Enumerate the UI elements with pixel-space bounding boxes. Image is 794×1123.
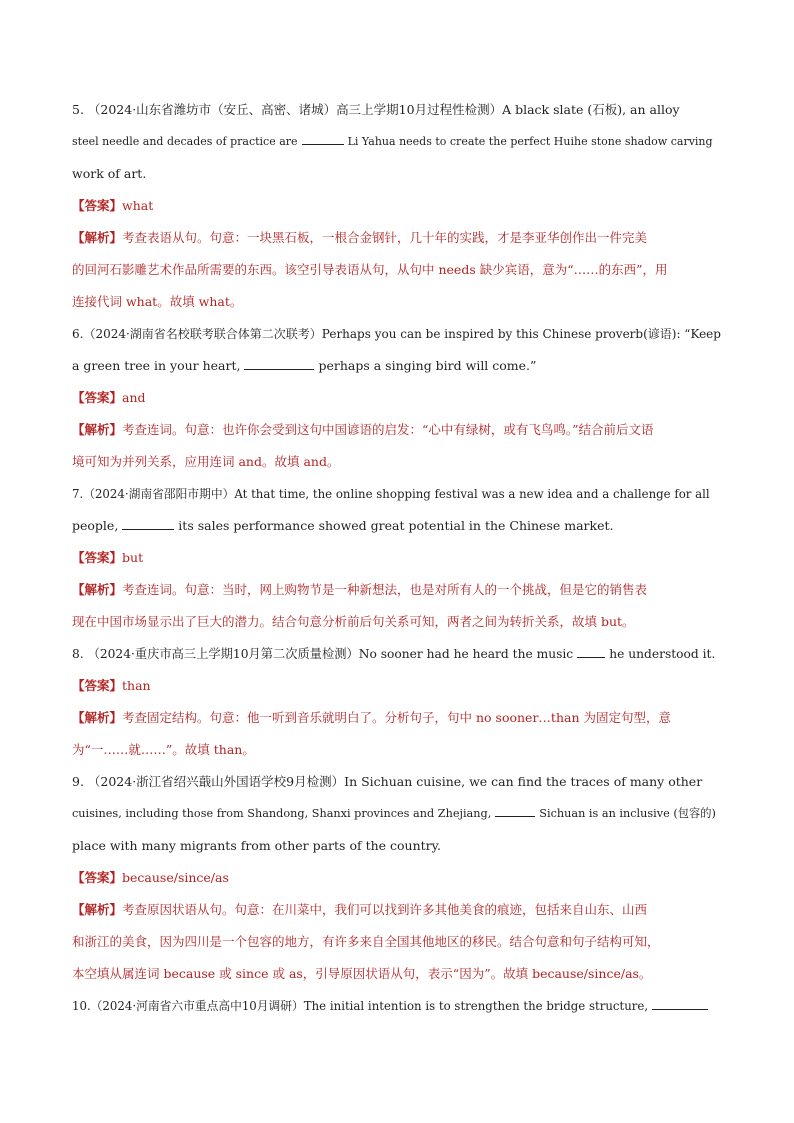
q7-answer: [72, 542, 722, 574]
q5-explanation-1: [72, 222, 722, 254]
q9-explanation-2: 和浙江的美食，因为四川是一个包容的地方，有许多来自全国其他地区的移民。结合句意和句子结构可知，: [72, 934, 660, 949]
answer-label: 【答案】: [72, 198, 123, 213]
explanation-text: 考查固定结构。句意：他一听到音乐就明白了。分析句子，句中 no sooner…than 为固定句型，意: [122, 710, 671, 725]
explanation-label: 【解析】: [72, 582, 123, 597]
explanation-text: 考查连词。句意：当时，网上购物节是一种新想法，也是对所有人的一个挑战，但是它的销售表: [122, 582, 648, 597]
answer-value: because/since/as: [122, 870, 229, 885]
q5-answer: [72, 190, 722, 222]
explanation-text: 考查连词。句意：也许你会受到这句中国谚语的启发：“心中有绿树，或有飞鸟鸣。”结合前后文语: [122, 422, 654, 437]
q7-explanation-1: [72, 574, 722, 606]
explanation-label: 【解析】: [72, 230, 123, 245]
document-page: [72, 94, 722, 1022]
q7-text-b: its sales performance showed great potential in the Chinese market.: [178, 518, 614, 533]
q6-text-a: a green tree in your heart,: [72, 358, 241, 373]
q8-text-b: he understood it.: [609, 647, 716, 661]
q9-line-1: 9. （2024·浙江省绍兴蕺山外国语学校9月检测）In Sichuan cuisine, we can find the traces of many other: [72, 774, 703, 789]
q8-text-a: 8. （2024·重庆市高三上学期10月第二次质量检测）No sooner had he heard the music: [72, 647, 574, 661]
q6-line-1: 6.（2024·湖南省名校联考联合体第二次联考）Perhaps you can be inspired by this Chinese proverb(谚语): “Keep: [72, 327, 721, 341]
q9-answer: [72, 862, 722, 894]
explanation-label: 【解析】: [72, 422, 123, 437]
q6-line-2: [72, 350, 722, 382]
q9-explanation-1: [72, 894, 722, 926]
q10-line-1: [72, 990, 722, 1022]
q9-line-3: place with many migrants from other parts of the country.: [72, 838, 442, 853]
q10-blank: [652, 997, 708, 1010]
q10-text-a: 10.（2024·河南省六市重点高中10月调研）The initial intention is to strengthen the bridge structure,: [72, 999, 649, 1013]
q9-blank: [495, 804, 535, 817]
q5-text-a: steel needle and decades of practice are: [72, 135, 298, 148]
q6-text-b: perhaps a singing bird will come.”: [318, 358, 537, 373]
q8-explanation-2: 为“一……就……”。故填 than。: [72, 742, 255, 757]
answer-value: but: [122, 550, 144, 565]
q8-blank: [577, 645, 605, 658]
q6-blank: [244, 357, 314, 370]
q8-answer: [72, 670, 722, 702]
q5-blank: [302, 132, 344, 145]
explanation-label: 【解析】: [72, 902, 123, 917]
q5-line-2: [72, 126, 722, 158]
answer-label: 【答案】: [72, 678, 123, 693]
q9-line-2: [72, 798, 722, 830]
q7-text-a: people,: [72, 518, 119, 533]
q6-answer: [72, 382, 722, 414]
q5-line-3: work of art.: [72, 166, 147, 181]
answer-value: than: [122, 678, 151, 693]
explanation-text: 考查原因状语从句。句意：在川菜中，我们可以找到许多其他美食的痕迹，包括来自山东、山西: [122, 902, 648, 917]
answer-value: what: [122, 198, 154, 213]
q5-line-1: 5. （2024·山东省潍坊市（安丘、高密、诸城）高三上学期10月过程性检测）A black slate (石板), an alloy: [72, 102, 680, 117]
answer-value: and: [122, 390, 146, 405]
explanation-label: 【解析】: [72, 710, 123, 725]
q9-text-a: cuisines, including those from Shandong, Shanxi provinces and Zhejiang,: [72, 807, 492, 820]
q7-blank: [122, 517, 174, 530]
q6-explanation-1: [72, 414, 722, 446]
q7-explanation-2: 现在中国市场显示出了巨大的潜力。结合句意分析前后句关系可知，两者之间为转折关系，故填 but。: [72, 614, 635, 629]
answer-label: 【答案】: [72, 870, 123, 885]
q5-explanation-3: 连接代词 what。故填 what。: [72, 294, 243, 309]
answer-label: 【答案】: [72, 390, 123, 405]
q9-text-b: Sichuan is an inclusive (包容的): [539, 807, 716, 820]
q9-explanation-3: 本空填从属连词 because 或 since 或 as，引导原因状语从句，表示“因为”。故填 because/since/as。: [72, 966, 652, 981]
q8-line-1: [72, 638, 722, 670]
answer-label: 【答案】: [72, 550, 123, 565]
q8-explanation-1: [72, 702, 722, 734]
q6-explanation-2: 境可知为并列关系，应用连词 and。故填 and。: [72, 454, 340, 469]
q7-line-1: 7.（2024·湖南省邵阳市期中）At that time, the online shopping festival was a new idea and a challenge for all: [72, 487, 710, 501]
explanation-text: 考查表语从句。句意：一块黑石板，一根合金钢针，几十年的实践，才是李亚华创作出一件完美: [122, 230, 648, 245]
q7-line-2: [72, 510, 722, 542]
q5-explanation-2: 的回河石影雕艺术作品所需要的东西。该空引导表语从句，从句中 needs 缺少宾语，意为“……的东西”，用: [72, 262, 668, 277]
q5-text-b: Li Yahua needs to create the perfect Huihe stone shadow carving: [347, 135, 713, 148]
